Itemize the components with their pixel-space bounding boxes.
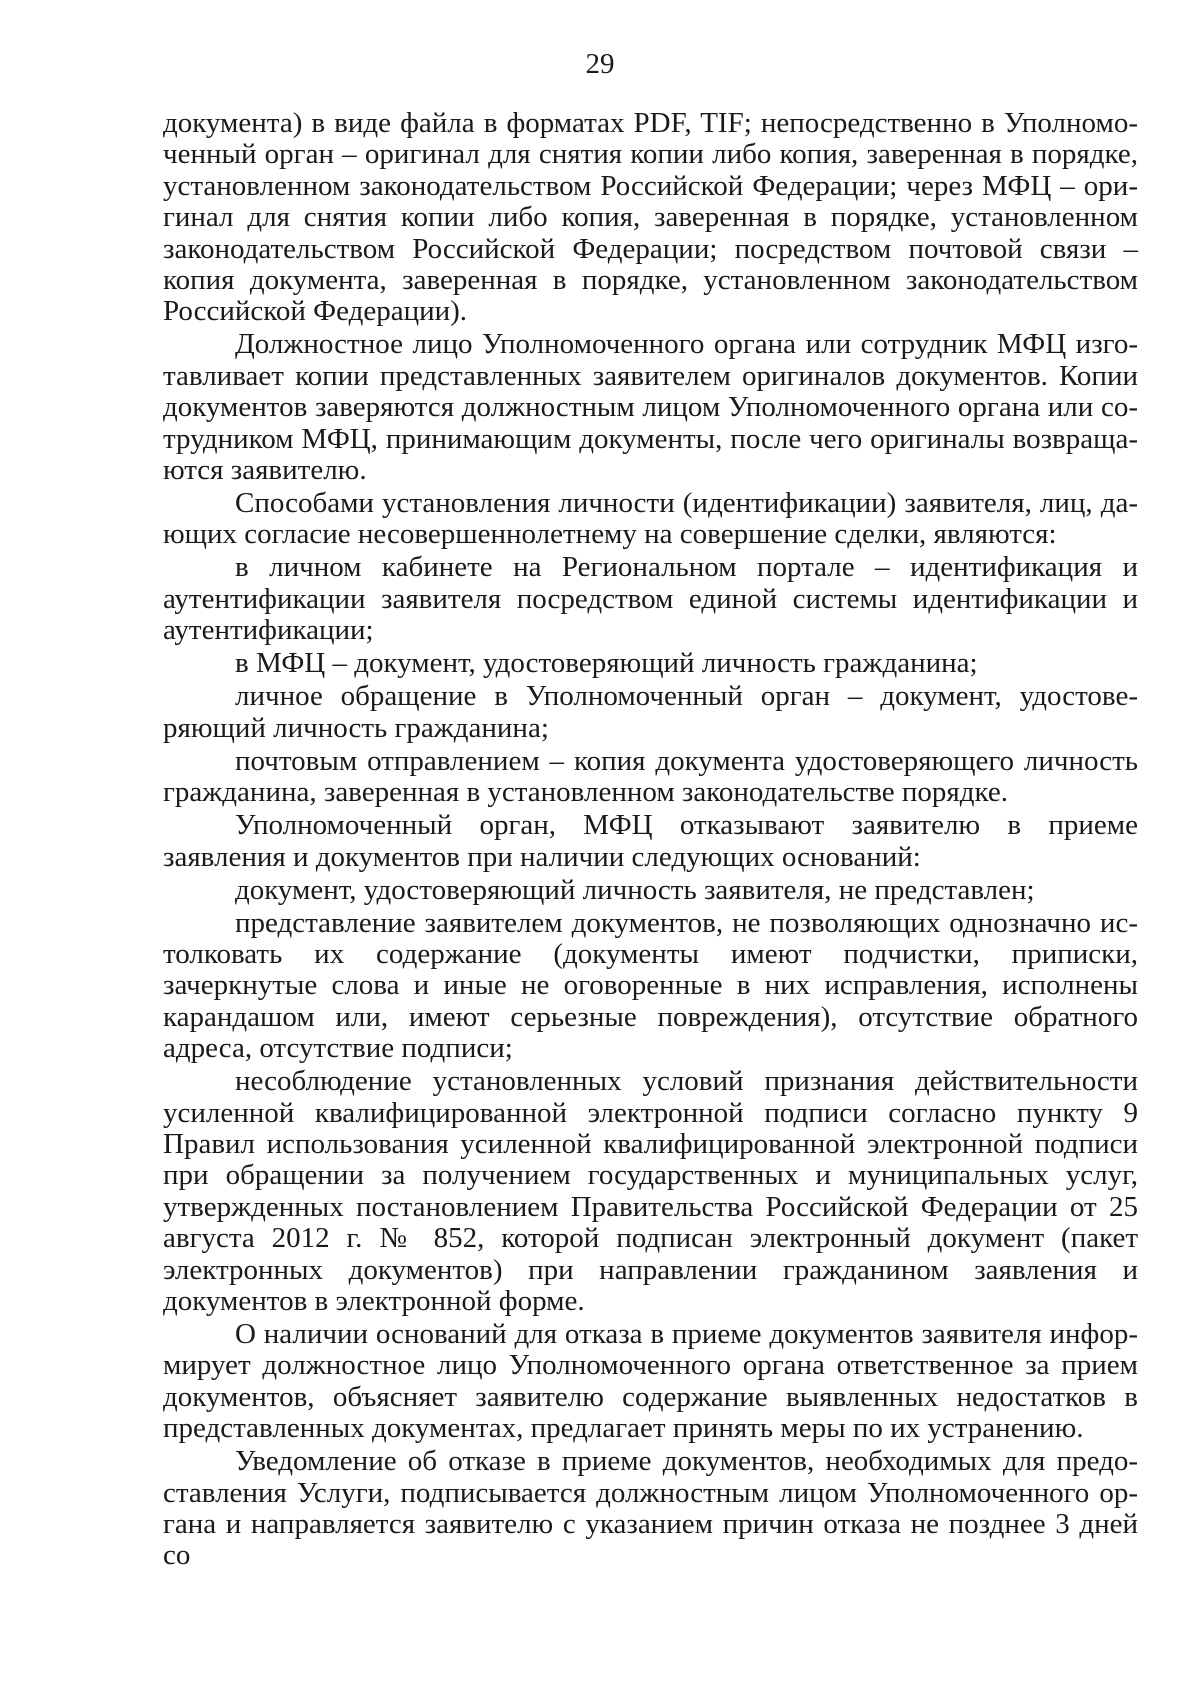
- paragraph: Должностное лицо Уполномоченного органа или сотрудник МФЦ изготавливает копии представленных заявителем оригиналов документов. Копии документов заверяются должностным лицом Уполномоченного органа или сотрудником МФЦ, принимающим документы, после чего оригиналы возвращаются заявителю.: [163, 328, 1138, 487]
- paragraph: Способами установления личности (идентификации) заявителя, лиц, дающих согласие несовершеннолетнему на совершение сделки, являются:: [163, 487, 1138, 551]
- list-item: представление заявителем документов, не позволяющих однозначно истолковать их содержание (документы имеют подчистки, приписки, зачеркнутые слова и иные не оговоренные в них исправления, исполнены карандашом или, имеют серьезные повреждения), отсутствие обратного адреса, отсутствие подписи;: [163, 906, 1138, 1065]
- paragraph: Уполномоченный орган, МФЦ отказывают заявителю в приеме заявления и документов при наличии следующих оснований:: [163, 809, 1138, 873]
- list-item: в личном кабинете на Региональном портале – идентификация и аутентификации заявителя посредством единой системы идентификации и аутентификации;: [163, 551, 1138, 647]
- list-item: документ, удостоверяющий личность заявителя, не представлен;: [235, 873, 1035, 906]
- list-item: личное обращение в Уполномоченный орган – документ, удостоверяющий личность гражданина;: [163, 680, 1138, 744]
- paragraph: О наличии оснований для отказа в приеме документов заявителя информирует должностное лицо Уполномоченного органа ответственное за прием документов, объясняет заявителю содержание выявленных недостатков в представленных документах, предлагает принять меры по их устранению.: [163, 1317, 1138, 1445]
- document-body: [163, 108, 1138, 1573]
- paragraph: Уведомление об отказе в приеме документов, необходимых для предоставления Услуги, подписывается должностным лицом Уполномоченного органа и направляется заявителю с указанием причин отказа не позднее 3 дней со: [163, 1445, 1138, 1572]
- list-item: почтовым отправлением – копия документа удостоверяющего личность гражданина, заверенная в установленном законодательстве порядке.: [163, 744, 1138, 809]
- list-item: в МФЦ – документ, удостоверяющий личность гражданина;: [235, 647, 978, 680]
- page-number: 29: [585, 48, 615, 80]
- list-item: несоблюдение установленных условий признания действительности усиленной квалифицированной электронной подписи согласно пункту 9 Правил использования усиленной квалифицированной электронной подписи при обращении за получением государственных и муниципальных услуг, утвержденных постановлением Правительства Российской Федерации от 25 августа 2012 г. № 852, которой подписан электронный документ (пакет электронных документов) при направлении гражданином заявления и документов в электронной форме.: [163, 1065, 1138, 1317]
- paragraph: документа) в виде файла в форматах PDF, TIF; непосредственно в Уполномоченный орган – оригинал для снятия копии либо копия, заверенная в порядке, установленном законодательством Российской Федерации; через МФЦ – оригинал для снятия копии либо копия, заверенная в порядке, установленном законодательством Российской Федерации; посредством почтовой связи – копия документа, заверенная в порядке, установленном законодательством Российской Федерации).: [163, 107, 1138, 328]
